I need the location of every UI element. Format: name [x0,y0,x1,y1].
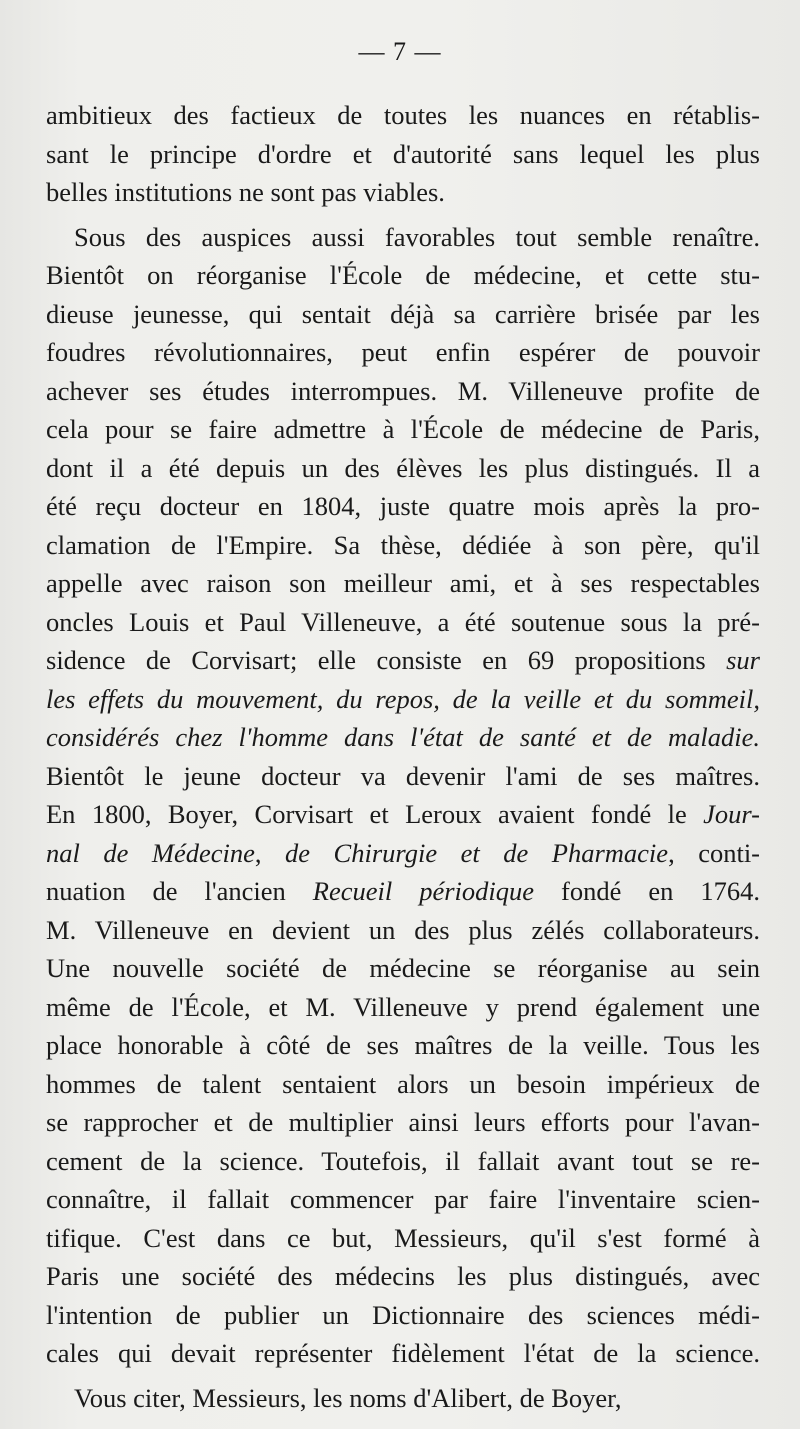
text-line [46,641,760,680]
text-run: hommes de talent sentaient alors un besoin impérieux de [46,1068,760,1099]
text-run: connaître, il fallait commencer par faire l'inventaire scien- [46,1184,760,1214]
text-line [46,1142,760,1181]
text-line [46,1257,760,1296]
text-run: cales qui devait représenter fidèlement l'état de la science. [46,1338,760,1368]
text-line [46,757,760,796]
text-run: Sous des auspices aussi favorables tout semble renaître. [74,221,760,252]
text-run: Paris une société des médecins les plus distingués, avec [46,1261,760,1291]
text-line [46,795,760,834]
text-run: cement de la science. Toutefois, il fallait avant tout se re- [46,1145,760,1176]
text-run: , [254,837,286,868]
text-run: même de l'École, et M. Villeneuve y prend également une [46,991,760,1022]
text-line [46,911,760,950]
text-run: oncles Louis et Paul Villeneuve, a été soutenue sous la pré- [46,606,760,637]
italic-text-run: les effets du mouvement, du repos, de la veille et du sommeil, [46,683,760,714]
text-run: fondé en 1764. [534,876,760,906]
text-line [46,1026,760,1065]
text-line [46,526,760,565]
text-line [46,1379,760,1418]
text-run: foudres révolutionnaires, peut enfin espérer de pouvoir [46,337,760,367]
page-number: — 7 — [358,37,442,66]
text-line [46,603,760,642]
text-line [46,256,760,295]
text-run: ambitieux des factieux de toutes les nuances en rétablis- [46,100,760,130]
text-line [46,410,760,449]
text-line [46,949,760,988]
text-run: En 1800, Boyer, Corvisart et Leroux avaient fondé le [46,799,704,829]
text-run: dieuse jeunesse, qui sentait déjà sa carrière brisée par les [46,298,760,329]
text-line [46,988,760,1027]
text-line [46,1334,760,1373]
text-run: l'intention de publier un Dictionnaire des sciences médi- [46,1299,760,1330]
text-run: Bientôt le jeune docteur va devenir l'ami de ses maîtres. [46,760,760,791]
text-run: sidence de Corvisart; elle consiste en 69 propositions [46,645,727,675]
text-run: place honorable à côté de ses maîtres de la veille. Tous les [46,1030,760,1060]
italic-text-run: nal de Médecine [46,837,255,868]
italic-text-run: de Chirurgie et de Pharmacie [285,837,669,868]
text-line [46,173,760,212]
italic-text-run: sur [726,645,760,675]
text-line [46,372,760,411]
text-run: M. Villeneuve en devient un des plus zélés collaborateurs. [46,914,760,945]
italic-text-run: Recueil périodique [312,876,535,906]
text-run: tifique. C'est dans ce but, Messieurs, qu'il s'est formé à [46,1222,760,1253]
text-run: belles institutions ne sont pas viables. [46,177,445,207]
text-run: appelle avec raison son meilleur ami, et à ses respectables [46,568,760,598]
italic-text-run: Jour- [703,799,760,829]
text-run: Vous citer, Messieurs, les noms d'Alibert, de Boyer, [74,1382,622,1413]
text-run: achever ses études interrompues. M. Villeneuve profite de [46,375,760,406]
text-run: nuation de l'ancien [46,876,313,906]
text-run: clamation de l'Empire. Sa thèse, dédiée à son père, qu'il [46,529,760,560]
text-run: cela pour se faire admettre à l'École de médecine de Paris, [46,414,760,444]
text-run: se rapprocher et de multiplier ainsi leurs efforts pour l'avan- [46,1107,760,1137]
text-line [46,295,760,334]
text-run: dont il a été depuis un des élèves les plus distingués. Il a [46,452,760,483]
text-line [46,564,760,603]
text-line [46,680,760,719]
text-line [46,218,760,257]
text-line [46,1296,760,1335]
text-run: été reçu docteur en 1804, juste quatre mois après la pro- [46,491,760,521]
text-line [46,487,760,526]
text-line [46,834,760,873]
text-run: Bientôt on réorganise l'École de médecine, et cette stu- [46,260,760,290]
text-line [46,1103,760,1142]
text-line [46,449,760,488]
text-line [46,333,760,372]
text-run: sant le principe d'ordre et d'autorité sans lequel les plus [46,138,760,169]
text-line [46,1180,760,1219]
italic-text-run: considérés chez l'homme dans l'état de santé et de maladie. [46,722,760,752]
text-line [46,872,760,911]
body-text [46,96,760,1417]
text-run: , conti- [668,837,761,868]
text-line [46,1219,760,1258]
text-line [46,718,760,757]
text-line [46,135,760,174]
text-line [46,96,760,135]
text-line [46,1065,760,1104]
text-run: Une nouvelle société de médecine se réorganise au sein [46,953,760,983]
